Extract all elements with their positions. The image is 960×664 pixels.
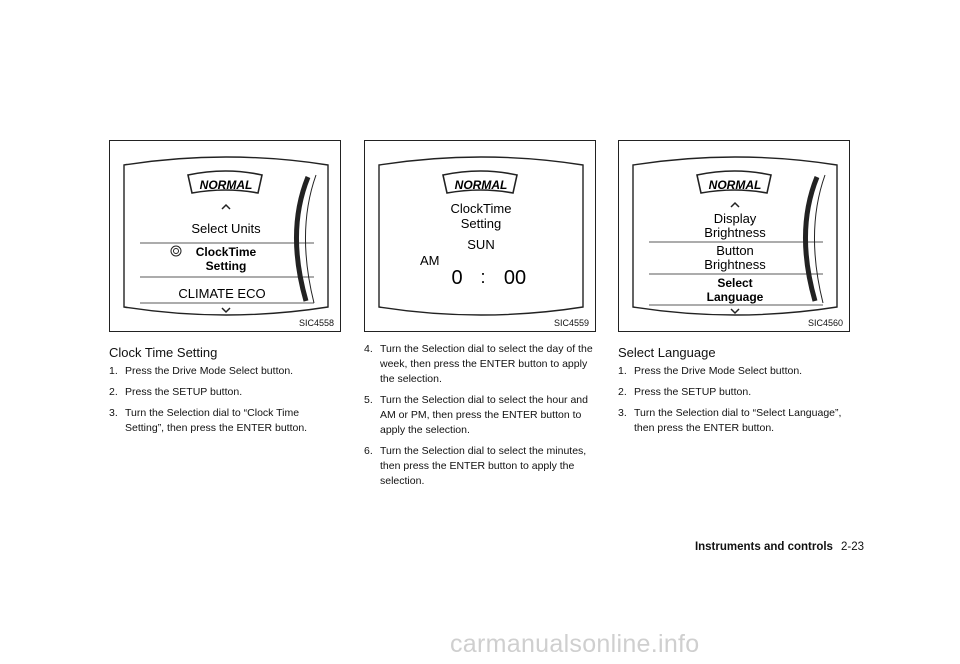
menu-item-select-units: Select Units (191, 221, 261, 236)
step-item: 3. Turn the Selection dial to “Clock Time Setting”, then press the ENTER button. (109, 407, 308, 434)
time-separator: : (480, 267, 486, 287)
figure-id: SIC4558 (298, 318, 334, 328)
step-item: 4. Turn the Selection dial to select the day of the week, then press the ENTER button to apply the selection. (364, 343, 593, 385)
steps-list-right (618, 364, 850, 442)
minutes-value: 00 (503, 267, 527, 289)
ampm-value: AM (420, 253, 440, 268)
step-item: 3. Turn the Selection dial to “Select Language”, then press the ENTER button. (618, 407, 842, 434)
svg-text:Brightness: Brightness (704, 225, 766, 240)
day-value: SUN (467, 237, 495, 252)
menu-item-clocktime-selected: ClockTime (195, 245, 257, 259)
figure-id: SIC4559 (553, 318, 589, 328)
scroll-down-icon (222, 308, 230, 312)
figure-id: SIC4560 (807, 318, 843, 328)
mode-badge-text: NORMAL (199, 178, 253, 192)
heading-select-language: Select Language (618, 345, 716, 360)
figure-clock-time-setting (364, 140, 596, 332)
step-item: 2. Press the SETUP button. (618, 386, 752, 398)
step-item: 1. Press the Drive Mode Select button. (109, 365, 294, 377)
svg-text:Setting: Setting (205, 259, 247, 273)
display-screen-illustration (365, 141, 597, 333)
step-item: 6. Turn the Selection dial to select the minutes, then press the ENTER button to apply the selection. (364, 445, 587, 487)
display-screen-illustration (619, 141, 851, 333)
page-number: 2-23 (840, 541, 864, 553)
figure-clock-time-menu (109, 140, 341, 332)
steps-list-left (109, 364, 341, 442)
dial-icon (171, 246, 181, 256)
mode-badge-text: NORMAL (708, 178, 762, 192)
footer-section-title: Instruments and controls (694, 541, 833, 553)
watermark: carmanualsonline.info (450, 630, 700, 658)
heading-clock-time-setting: Clock Time Setting (109, 345, 218, 360)
step-item: 5. Turn the Selection dial to select the hour and AM or PM, then press the ENTER button to apply the selection. (364, 394, 588, 436)
mode-badge-text: NORMAL (454, 178, 508, 192)
menu-item-button-brightness: Button (716, 243, 754, 258)
menu-item-select-language-selected: Select (717, 276, 753, 290)
hour-value: 0 (451, 267, 463, 289)
svg-text:Setting: Setting (460, 216, 502, 231)
figure-select-language-menu (618, 140, 850, 332)
scroll-up-icon (731, 203, 739, 207)
svg-text:Language: Language (706, 290, 764, 304)
steps-list-middle (364, 342, 600, 495)
step-item: 2. Press the SETUP button. (109, 386, 243, 398)
page-footer (695, 541, 864, 553)
display-screen-illustration (110, 141, 342, 333)
menu-item-display-brightness: Display (713, 211, 757, 226)
scroll-up-icon (222, 205, 230, 209)
menu-item-climate-eco: CLIMATE ECO (178, 286, 266, 301)
step-item: 1. Press the Drive Mode Select button. (618, 365, 803, 377)
screen-title: ClockTime (450, 201, 512, 216)
scroll-down-icon (731, 309, 739, 313)
svg-text:Brightness: Brightness (704, 257, 766, 272)
